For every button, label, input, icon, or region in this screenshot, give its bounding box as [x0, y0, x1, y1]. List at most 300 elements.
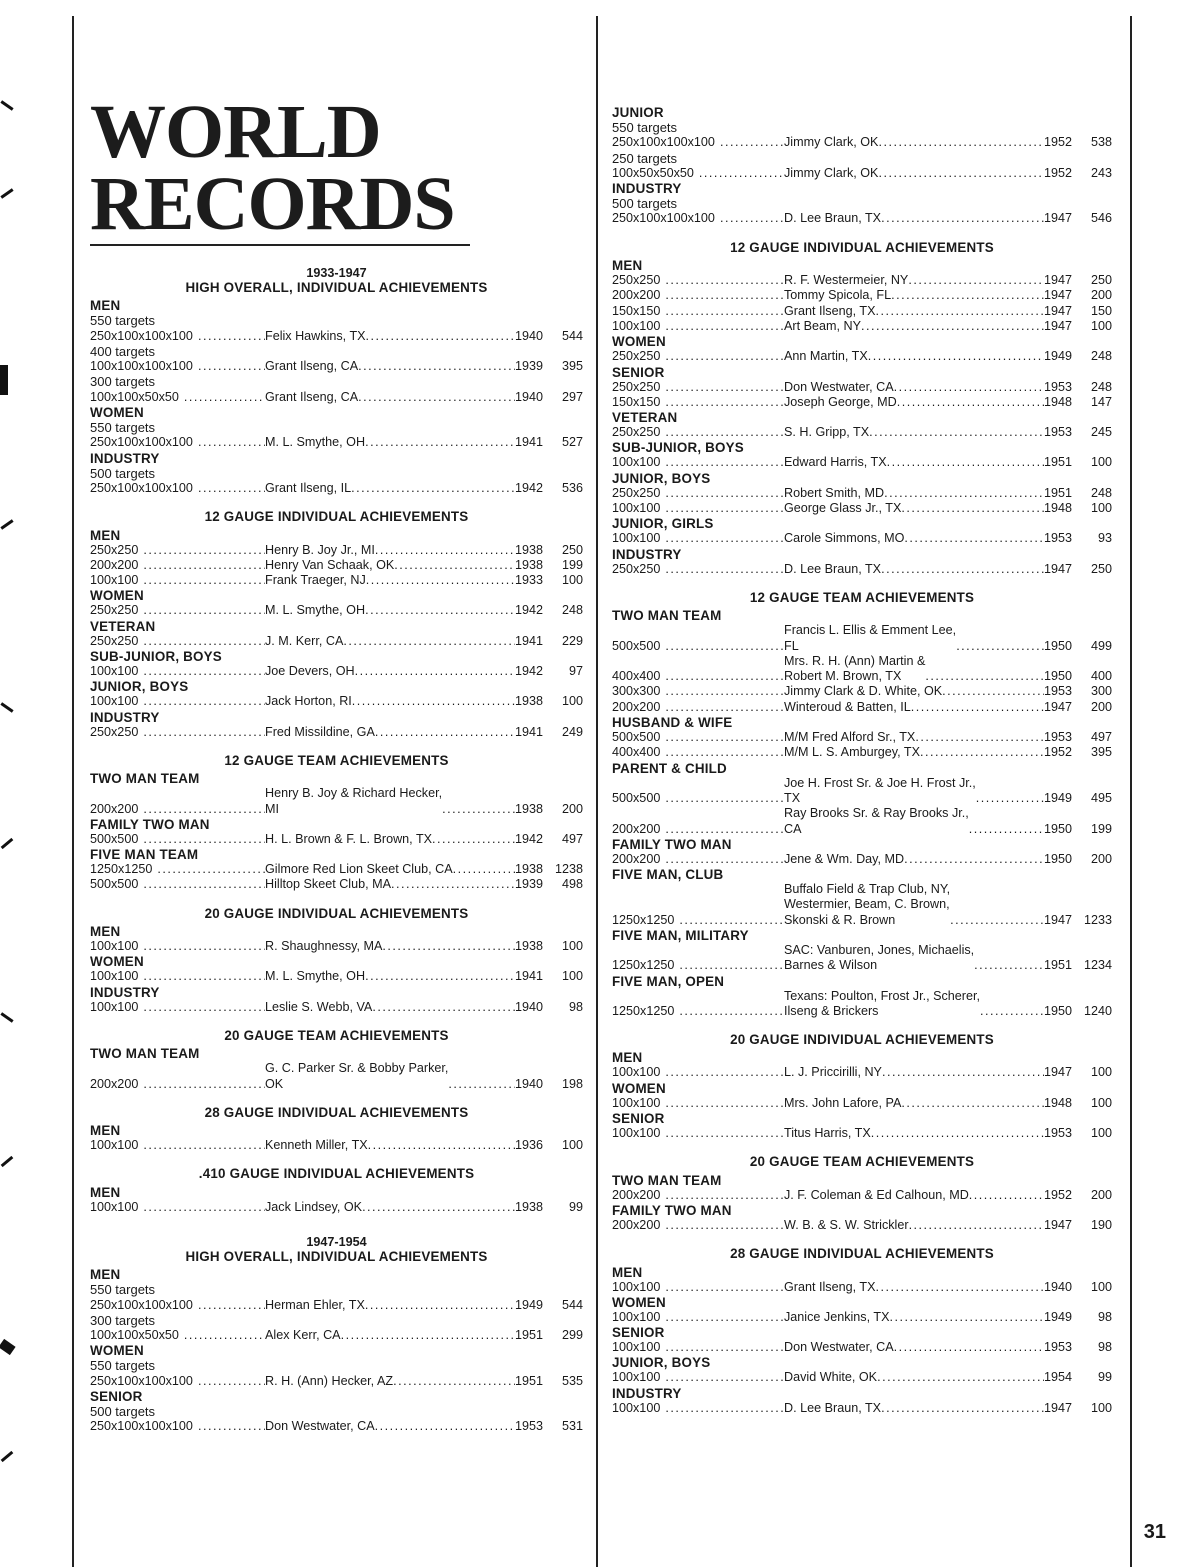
- record-score: 229: [561, 633, 583, 648]
- record-holder-line: M/M Fred Alford Sr., TX: [784, 730, 916, 745]
- record-year: 1953: [1043, 684, 1072, 699]
- page-number: 31: [1143, 1521, 1166, 1543]
- record-year: 1938: [514, 542, 543, 557]
- record-score: 248: [1090, 485, 1112, 500]
- category-label: FAMILY TWO MAN: [612, 836, 732, 852]
- record-event: 200x200 .....: [90, 558, 265, 573]
- category-label: SENIOR: [90, 1389, 143, 1405]
- record-event: 100x100 .....: [612, 1401, 784, 1416]
- record-year: 1950: [1043, 821, 1072, 836]
- category-label: PARENT & CHILD: [612, 760, 727, 776]
- leader-dots: [897, 395, 1044, 410]
- record-holder-line: M. L. Smythe, OH: [265, 969, 366, 984]
- record-year: 1947: [1043, 288, 1072, 303]
- record-holder-name: [784, 531, 904, 546]
- record-holder-line: Jimmy Clark, OK: [784, 135, 879, 150]
- leader-dots: [881, 562, 1044, 577]
- leader-dots: [887, 455, 1044, 470]
- record-holder-line: M. L. Smythe, OH: [265, 603, 366, 618]
- category-label: TWO MAN TEAM: [612, 608, 722, 624]
- record-score: 147: [1090, 394, 1112, 409]
- record-holder-name: [265, 1419, 375, 1434]
- record-year: 1949: [1043, 790, 1072, 805]
- record-event: 250x100x100x100 .....: [612, 135, 784, 150]
- record-year: 1939: [514, 877, 543, 892]
- record-holder-name: [265, 435, 365, 450]
- record-year: 1950: [1043, 1003, 1072, 1018]
- record-holder-line: Mrs. John Lafore, PA: [784, 1095, 902, 1110]
- record-row: [612, 745, 1112, 760]
- record-event: 250x250 .....: [612, 349, 784, 364]
- record-row: [90, 1200, 583, 1215]
- record-score: 98: [1097, 1309, 1112, 1324]
- record-holder-line: D. Lee Braun, TX: [784, 1400, 882, 1415]
- record-event: 250x100x100x100 .....: [612, 211, 784, 226]
- record-year: 1947: [1043, 561, 1072, 576]
- binding-mark: [0, 365, 8, 395]
- record-score: 150: [1090, 303, 1112, 318]
- target-count: 500 targets: [90, 1404, 156, 1420]
- page-title-line-2: RECORDS: [90, 162, 455, 246]
- record-holder-line: D. Lee Braun, TX: [784, 561, 882, 576]
- record-holder-line: Jimmy Clark, OK: [784, 165, 879, 180]
- record-holder: [784, 486, 1072, 501]
- record-score: 544: [561, 328, 583, 343]
- record-score: 546: [1090, 211, 1112, 226]
- record-row: [90, 1374, 583, 1389]
- record-score: 199: [561, 557, 583, 572]
- leader-dots: [878, 166, 1044, 181]
- record-row: [612, 562, 1112, 577]
- binding-mark: [0, 1012, 13, 1022]
- binding-mark: [0, 519, 13, 529]
- record-row: [90, 1298, 583, 1313]
- record-year: 1938: [514, 694, 543, 709]
- record-row: [612, 1280, 1112, 1295]
- category-label: MEN: [90, 527, 121, 543]
- leader-dots: [351, 481, 515, 496]
- record-year: 1947: [1043, 912, 1072, 927]
- record-event: 500x500 .....: [90, 832, 265, 847]
- record-holder-line: S. H. Gripp, TX: [784, 425, 870, 440]
- record-holder-name: [784, 1126, 871, 1141]
- record-event: 250x100x100x100 .....: [90, 1298, 265, 1313]
- record-holder-name: [784, 166, 878, 181]
- record-score: 245: [1090, 425, 1112, 440]
- category-label: VETERAN: [90, 618, 156, 634]
- category-label: FIVE MAN TEAM: [90, 847, 199, 863]
- record-event: 150x150 .....: [612, 304, 784, 319]
- record-event: 100x100x50x50 .....: [90, 390, 265, 405]
- record-holder: [784, 1096, 1072, 1111]
- record-holder: [784, 1126, 1072, 1141]
- record-holder-name: [784, 304, 875, 319]
- record-event: 100x100 .....: [612, 1096, 784, 1111]
- record-holder-name: [784, 395, 897, 410]
- leader-dots: [358, 359, 515, 374]
- record-holder-name: [784, 943, 974, 974]
- record-holder-name: [784, 776, 976, 807]
- record-score: 100: [1090, 1065, 1112, 1080]
- record-row: [612, 455, 1112, 470]
- leader-dots: [969, 822, 1044, 837]
- leader-dots: [956, 639, 1044, 654]
- category-label: VETERAN: [612, 410, 678, 426]
- category-label: SENIOR: [612, 1325, 665, 1341]
- leader-dots: [382, 939, 515, 954]
- record-holder-name: [265, 694, 352, 709]
- record-event: 200x200 .....: [612, 1218, 784, 1233]
- record-event: 250x250 .....: [612, 425, 784, 440]
- record-score: 200: [1090, 288, 1112, 303]
- record-year: 1953: [1043, 379, 1072, 394]
- leader-dots: [391, 877, 515, 892]
- record-holder-name: [784, 852, 904, 867]
- section-heading: 20 GAUGE INDIVIDUAL ACHIEVEMENTS: [730, 1032, 994, 1048]
- record-year: 1953: [1043, 1126, 1072, 1141]
- target-count: 300 targets: [90, 374, 156, 390]
- record-holder: [265, 390, 543, 405]
- record-holder-name: [265, 1298, 365, 1313]
- record-score: 498: [561, 877, 583, 892]
- record-year: 1938: [514, 801, 543, 816]
- record-holder-name: [784, 1280, 875, 1295]
- record-row: [612, 1188, 1112, 1203]
- category-label: SENIOR: [612, 364, 665, 380]
- record-year: 1948: [1043, 1095, 1072, 1110]
- record-event: 1250x1250 .....: [612, 913, 784, 928]
- record-holder-line: Robert M. Brown, TX: [784, 669, 902, 684]
- record-year: 1941: [514, 633, 543, 648]
- record-event: 100x100 .....: [612, 1280, 784, 1295]
- record-year: 1938: [514, 1199, 543, 1214]
- record-holder-name: [784, 654, 925, 685]
- record-holder-line: Skonski & R. Brown: [784, 912, 896, 927]
- record-holder: [784, 1065, 1072, 1080]
- leader-dots: [909, 1218, 1044, 1233]
- record-holder-line: Fred Missildine, GA: [265, 724, 375, 739]
- record-row: [612, 135, 1112, 150]
- category-label: MEN: [612, 1050, 643, 1066]
- record-holder-name: [265, 1200, 362, 1215]
- record-event: 100x100 .....: [612, 1065, 784, 1080]
- record-row: [90, 877, 583, 892]
- record-row: [612, 1096, 1112, 1111]
- record-score: 100: [561, 573, 583, 588]
- record-holder-name: [265, 573, 366, 588]
- record-holder-line: L. J. Priccirilli, NY: [784, 1065, 882, 1080]
- leader-dots: [904, 531, 1044, 546]
- section-heading: HIGH OVERALL, INDIVIDUAL ACHIEVEMENTS: [185, 1248, 488, 1264]
- record-row: [612, 1126, 1112, 1141]
- record-holder-line: J. F. Coleman & Ed Calhoun, MD: [784, 1187, 969, 1202]
- record-holder-line: Joseph George, MD: [784, 394, 897, 409]
- category-label: INDUSTRY: [90, 450, 160, 466]
- record-row: [612, 730, 1112, 745]
- record-event: 250x250 .....: [90, 634, 265, 649]
- leader-dots: [875, 1280, 1044, 1295]
- record-event: 100x100 .....: [612, 531, 784, 546]
- record-event: 200x200 .....: [90, 1077, 265, 1092]
- record-row: [612, 684, 1112, 699]
- record-event: 250x250 .....: [612, 486, 784, 501]
- record-year: 1951: [514, 1328, 543, 1343]
- target-count: 250 targets: [612, 150, 678, 166]
- record-score: 300: [1090, 684, 1112, 699]
- record-score: 198: [561, 1076, 583, 1091]
- record-holder: [784, 380, 1072, 395]
- record-holder-line: Hilltop Skeet Club, MA: [265, 877, 391, 892]
- record-event: 150x150 .....: [612, 395, 784, 410]
- record-event: 300x300 .....: [612, 684, 784, 699]
- record-holder-line: Frank Traeger, NJ: [265, 573, 366, 588]
- record-score: 98: [568, 999, 583, 1014]
- record-holder-line: Gilmore Red Lion Skeet Club, CA: [265, 862, 453, 877]
- leader-dots: [358, 390, 515, 405]
- target-count: 550 targets: [612, 120, 678, 135]
- record-year: 1940: [1043, 1279, 1072, 1294]
- leader-dots: [908, 273, 1044, 288]
- record-holder-name: [265, 1061, 448, 1092]
- leader-dots: [901, 1096, 1044, 1111]
- record-score: 395: [1090, 745, 1112, 760]
- record-score: 93: [1097, 531, 1112, 546]
- record-holder-name: [784, 882, 950, 928]
- record-holder: [265, 329, 543, 344]
- record-score: 200: [1090, 699, 1112, 714]
- record-holder-line: TX: [784, 790, 801, 805]
- record-score: 299: [561, 1328, 583, 1343]
- section-heading: 20 GAUGE INDIVIDUAL ACHIEVEMENTS: [204, 905, 469, 921]
- record-event: 250x100x100x100 .....: [90, 329, 265, 344]
- leader-dots: [891, 288, 1044, 303]
- record-holder-name: [784, 1401, 881, 1416]
- record-event: 500x500 .....: [90, 877, 265, 892]
- record-holder-name: [265, 603, 365, 618]
- page-title-line-1: WORLD: [90, 90, 381, 174]
- category-label: HUSBAND & WIFE: [612, 715, 733, 731]
- record-score: 544: [561, 1297, 583, 1312]
- record-row: [90, 725, 583, 740]
- record-row: [90, 435, 583, 450]
- record-holder-name: [265, 725, 375, 740]
- leader-dots: [884, 486, 1044, 501]
- record-holder: [784, 319, 1072, 334]
- category-label: WOMEN: [90, 954, 144, 970]
- record-year: 1947: [1043, 1400, 1072, 1415]
- leader-dots: [861, 319, 1044, 334]
- category-label: WOMEN: [612, 1080, 666, 1096]
- record-holder-line: Ann Martin, TX: [784, 349, 868, 364]
- record-score: 100: [561, 969, 583, 984]
- record-holder-name: [265, 634, 343, 649]
- record-holder: [784, 304, 1072, 319]
- leader-dots: [894, 1340, 1044, 1355]
- record-score: 538: [1090, 135, 1112, 150]
- record-holder: [784, 700, 1072, 715]
- leader-dots: [877, 1370, 1044, 1385]
- record-holder: [784, 395, 1072, 410]
- record-row: [90, 1061, 583, 1092]
- record-score: 1233: [1083, 912, 1112, 927]
- leader-dots: [375, 543, 515, 558]
- record-score: 99: [568, 1199, 583, 1214]
- page-title: [90, 90, 470, 246]
- record-year: 1938: [514, 862, 543, 877]
- record-score: 250: [1090, 561, 1112, 576]
- right-column: [612, 105, 1112, 1416]
- target-count: 550 targets: [90, 313, 156, 329]
- leader-dots: [343, 634, 515, 649]
- record-holder-line: FL: [784, 638, 799, 653]
- record-score: 248: [1090, 349, 1112, 364]
- record-score: 535: [561, 1373, 583, 1388]
- record-event: 1250x1250 .....: [612, 958, 784, 973]
- record-row: [612, 1401, 1112, 1416]
- category-label: JUNIOR, BOYS: [90, 679, 189, 695]
- record-holder-line: M/M L. S. Amburgey, TX: [784, 745, 921, 760]
- record-holder-line: Barnes & Wilson: [784, 958, 878, 973]
- record-score: 100: [1090, 1400, 1112, 1415]
- category-label: INDUSTRY: [612, 181, 682, 197]
- record-event: 500x500 .....: [612, 639, 784, 654]
- record-holder-name: [784, 288, 891, 303]
- category-label: INDUSTRY: [90, 984, 160, 1000]
- leader-dots: [432, 832, 515, 847]
- record-year: 1949: [1043, 1309, 1072, 1324]
- record-holder: [784, 425, 1072, 440]
- record-holder-line: Henry B. Joy & Richard Hecker,: [265, 786, 443, 801]
- record-holder: [784, 623, 1072, 654]
- record-event: 200x200 .....: [612, 1188, 784, 1203]
- record-score: 100: [1090, 455, 1112, 470]
- record-score: 250: [561, 542, 583, 557]
- leader-dots: [915, 730, 1044, 745]
- category-label: WOMEN: [90, 1343, 144, 1359]
- record-row: [612, 501, 1112, 516]
- record-row: [90, 359, 583, 374]
- record-event: 250x250 .....: [612, 562, 784, 577]
- record-row: [90, 1000, 583, 1015]
- leader-dots: [976, 791, 1044, 806]
- record-score: 100: [1090, 1126, 1112, 1141]
- record-holder-line: Don Westwater, CA: [265, 1419, 375, 1434]
- record-row: [612, 1310, 1112, 1325]
- record-holder: [265, 481, 543, 496]
- record-year: 1941: [514, 435, 543, 450]
- left-column: [90, 0, 583, 1435]
- record-holder-name: [784, 319, 861, 334]
- record-holder-line: Ilseng & Brickers: [784, 1003, 879, 1018]
- record-row: [612, 1065, 1112, 1080]
- record-event: 100x100 .....: [90, 1200, 265, 1215]
- record-year: 1954: [1043, 1370, 1072, 1385]
- category-label: TWO MAN TEAM: [90, 1046, 200, 1062]
- record-holder: [784, 1401, 1072, 1416]
- record-row: [612, 395, 1112, 410]
- category-label: FIVE MAN, CLUB: [612, 867, 724, 883]
- leader-dots: [881, 211, 1044, 226]
- record-holder-name: [784, 989, 980, 1020]
- record-event: 100x100 .....: [90, 694, 265, 709]
- record-holder-line: Joe H. Frost Sr. & Joe H. Frost Jr.,: [784, 775, 976, 790]
- section-heading: 12 GAUGE TEAM ACHIEVEMENTS: [224, 752, 449, 768]
- left-records-list: [90, 266, 583, 1435]
- record-holder-name: [784, 806, 969, 837]
- record-score: 1238: [554, 862, 583, 877]
- record-holder: [265, 1328, 543, 1343]
- record-holder: [784, 1340, 1072, 1355]
- record-holder: [784, 776, 1072, 807]
- record-event: 250x100x100x100 .....: [90, 435, 265, 450]
- leader-dots: [904, 852, 1044, 867]
- record-year: 1947: [1043, 273, 1072, 288]
- record-holder: [265, 1138, 543, 1153]
- record-year: 1953: [1043, 1340, 1072, 1355]
- record-year: 1939: [514, 359, 543, 374]
- record-holder-name: [784, 1310, 889, 1325]
- leader-dots: [871, 1126, 1044, 1141]
- record-holder: [784, 989, 1072, 1020]
- category-label: INDUSTRY: [90, 709, 160, 725]
- record-holder-line: Winteroud & Batten, IL: [784, 699, 911, 714]
- record-row: [612, 1370, 1112, 1385]
- record-holder-line: Jene & Wm. Day, MD: [784, 851, 905, 866]
- record-year: 1952: [1043, 135, 1072, 150]
- record-score: 499: [1090, 638, 1112, 653]
- category-label: FAMILY TWO MAN: [90, 816, 210, 832]
- record-year: 1947: [1043, 1217, 1072, 1232]
- record-year: 1941: [514, 969, 543, 984]
- binding-mark: [0, 100, 13, 110]
- record-event: 100x100 .....: [90, 969, 265, 984]
- record-holder: [784, 730, 1072, 745]
- record-holder-name: [265, 786, 442, 817]
- category-label: MEN: [90, 1123, 121, 1139]
- record-holder-name: [784, 1340, 894, 1355]
- record-year: 1947: [1043, 211, 1072, 226]
- record-holder-line: Henry B. Joy Jr., MI: [265, 542, 375, 557]
- record-holder-line: Westermier, Beam, C. Brown,: [784, 897, 950, 912]
- record-event: 100x100 .....: [90, 1000, 265, 1015]
- record-holder-line: D. Lee Braun, TX: [784, 211, 882, 226]
- record-holder-name: [784, 562, 881, 577]
- record-holder-name: [784, 684, 942, 699]
- record-holder-name: [265, 664, 355, 679]
- record-year: 1952: [1043, 745, 1072, 760]
- record-holder-name: [784, 1096, 901, 1111]
- leader-dots: [366, 329, 515, 344]
- category-label: JUNIOR: [612, 105, 664, 120]
- record-holder: [784, 501, 1072, 516]
- leader-dots: [974, 958, 1044, 973]
- record-year: 1938: [514, 557, 543, 572]
- record-event: 250x250 .....: [90, 603, 265, 618]
- leader-dots: [878, 135, 1044, 150]
- record-holder-line: Francis L. Ellis & Emment Lee,: [784, 623, 957, 638]
- record-event: 100x100 .....: [90, 573, 265, 588]
- record-score: 100: [1090, 318, 1112, 333]
- record-holder-line: Don Westwater, CA: [784, 379, 894, 394]
- record-holder-line: Ray Brooks Sr. & Ray Brooks Jr.,: [784, 806, 969, 821]
- record-row: [612, 700, 1112, 715]
- record-event: 400x400 .....: [612, 745, 784, 760]
- record-holder-name: [784, 1218, 909, 1233]
- leader-dots: [881, 1401, 1044, 1416]
- record-score: 200: [1090, 1187, 1112, 1202]
- record-holder-name: [784, 700, 911, 715]
- category-label: WOMEN: [612, 334, 666, 350]
